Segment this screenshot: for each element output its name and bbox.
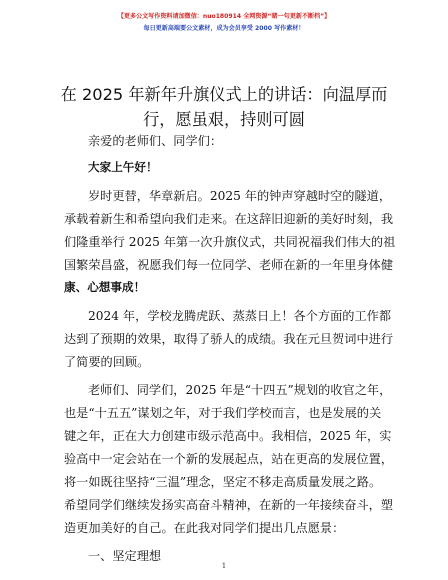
paragraph-3-line: 老师们、同学们，2025 年是“十四五”规划的收官之年， (88, 383, 392, 397)
salutation: 亲爱的老师们、同学们： (88, 134, 223, 148)
paragraph-3-line: 也是“十五五”谋划之年，对于我们学校而言，也是发展的关 (64, 406, 382, 420)
paragraph-3-line: 验高中一定会站在一个新的发展起点，站在更高的发展位置， (64, 452, 394, 466)
paragraph-3-line: 造更加美好的自己。在此我对同学们提出几点愿景： (64, 521, 345, 535)
document-title-line-2: 行，愿虽艰，持则可圆 (143, 110, 305, 129)
document-title-line-1: 在 2025 年新年升旗仪式上的讲话：向温厚而 (60, 85, 388, 104)
paragraph-3-line: 将一如既往坚持“三温”理念，坚定不移走高质量发展之路。 (64, 475, 382, 489)
paragraph-1-line: 国繁荣昌盛，祝愿我们每一位同学、老师在新的一年里身体健 (64, 258, 394, 272)
paragraph-1-line: 岁时更替，华章新启。2025 年的钟声穿越时空的隧道， (88, 189, 392, 203)
paragraph-3-line: 键之年，正在大力创建市级示范高中。我相信，2025 年，实 (64, 429, 392, 443)
greeting-hello: 大家上午好！ (88, 160, 158, 174)
paragraph-3-line: 希望同学们继续发扬实高奋斗精神，在新的一年接续奋斗，塑 (64, 498, 394, 512)
document-title (52, 82, 396, 132)
paragraph-2-line: 了简要的回顾。 (64, 355, 150, 369)
paragraph-2-line: 达到了预期的效果，取得了骄人的成绩。我在元旦贺词中进行 (64, 332, 394, 346)
paragraph-2-line: 2024 年，学校龙腾虎跃、蒸蒸日上！各个方面的工作都 (88, 309, 392, 323)
paragraph-1-line: 们隆重举行 2025 年第一次升旗仪式，共同祝福我们伟大的祖 (64, 235, 396, 249)
section-heading: 一、坚定理想 (88, 549, 162, 563)
paragraph-1-emphasis: 康、心想事成！ (64, 280, 146, 294)
promo-banner-line-2: 每日更新高端要公文素材，成为会员享受 2000 写作素材！ (143, 25, 305, 32)
promo-banner-line-1: 【更多公文写作资料请加微信：nuo180914 全网资源“睹一句更新不断档”】 (117, 13, 331, 20)
page-number: 1 (221, 562, 227, 570)
paragraph-1-line: 承载着新生和希望向我们走来。在这辞旧迎新的美好时刻，我 (64, 212, 394, 226)
